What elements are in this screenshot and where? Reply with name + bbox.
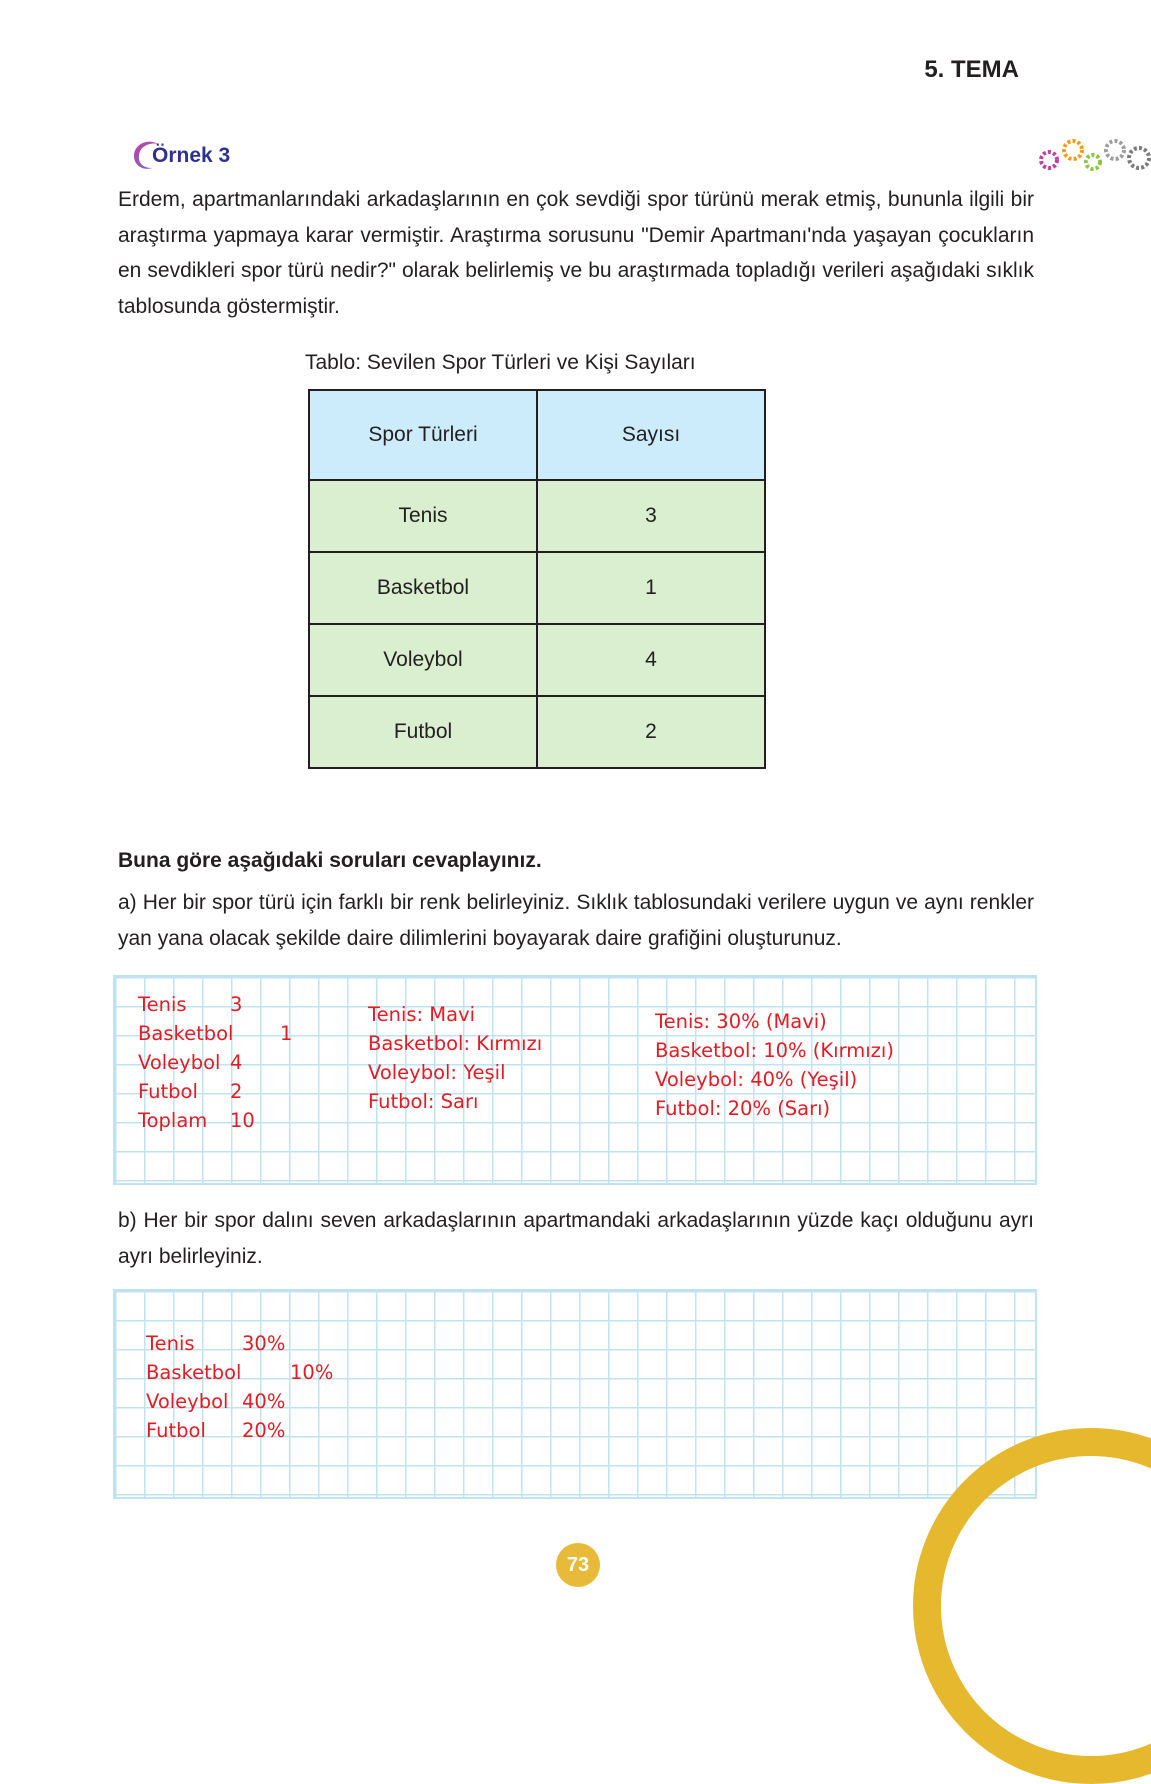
- table-cell: 3: [537, 480, 765, 552]
- example-badge: [130, 136, 242, 176]
- answer-key: Basketbol: [146, 1361, 242, 1384]
- table-cell: Voleybol: [309, 624, 537, 696]
- table-header-cell: Sayısı: [537, 390, 765, 480]
- table-row: [309, 552, 765, 624]
- answer-a-colors: [368, 1000, 542, 1116]
- answer-grid-a: [113, 975, 1037, 1185]
- answer-key: Futbol: [138, 1080, 198, 1103]
- example-label: Örnek 3: [152, 144, 231, 167]
- answer-line: [146, 1329, 286, 1358]
- question-a: a) Her bir spor türü için farklı bir renk belirleyiniz. Sıklık tablosundaki verilere uygun ve aynı renkler yan yana olacak şekilde daire dilimlerini boyayarak daire grafiğini oluşturunuz.: [118, 891, 1034, 950]
- answer-value: 4: [230, 1051, 243, 1074]
- table-cell: Tenis: [309, 480, 537, 552]
- answer-line: [146, 1387, 286, 1416]
- answer-b-percents: [146, 1329, 334, 1445]
- answer-line: [138, 990, 243, 1019]
- answer-key: Voleybol: [146, 1390, 229, 1413]
- answer-value: 2: [230, 1080, 243, 1103]
- answer-line: Voleybol: 40% (Yeşil): [655, 1068, 858, 1091]
- table-row: [309, 696, 765, 768]
- answer-a-counts: [138, 990, 293, 1135]
- gears-icon: [1035, 132, 1151, 184]
- table-header-row: [309, 390, 765, 480]
- answer-value: 40%: [242, 1390, 286, 1413]
- question-b: b) Her bir spor dalını seven arkadaşlarının apartmandaki arkadaşlarının yüzde kaçı olduğunu ayrı ayrı belirleyiniz.: [118, 1209, 1034, 1268]
- intro-paragraph: Erdem, apartmanlarındaki arkadaşlarının en çok sevdiği spor türünü merak etmiş, bununla ilgili bir araştırma yapmaya karar vermiştir. Araştırma sorusunu "Demir Apartmanı'nda yaşayan çocukların en sevdikleri spor türü nedir?" olarak belirlemiş ve bu araştırmada topladığı verileri aşağıdaki sıklık tablosunda göstermiştir.: [118, 188, 1034, 318]
- table-cell: 1: [537, 552, 765, 624]
- answer-line: Tenis: Mavi: [368, 1003, 476, 1026]
- answer-line: [138, 1048, 243, 1077]
- answer-key: Tenis: [138, 993, 187, 1016]
- answer-line: Tenis: 30% (Mavi): [655, 1010, 827, 1033]
- answer-value: 30%: [242, 1332, 286, 1355]
- table-cell: Basketbol: [309, 552, 537, 624]
- answer-value: 1: [280, 1022, 293, 1045]
- answer-key: Tenis: [146, 1332, 195, 1355]
- answer-line: Basketbol: Kırmızı: [368, 1032, 543, 1055]
- table-cell: 2: [537, 696, 765, 768]
- answer-line: [146, 1358, 334, 1387]
- answer-line: [138, 1077, 243, 1106]
- table-row: [309, 624, 765, 696]
- answer-line: Futbol: Sarı: [368, 1090, 479, 1113]
- answer-line: [146, 1416, 286, 1445]
- answer-key: Voleybol: [138, 1051, 221, 1074]
- answer-line: [138, 1106, 255, 1135]
- table-header-cell: Spor Türleri: [309, 390, 537, 480]
- table-cell: Futbol: [309, 696, 537, 768]
- answer-key: Basketbol: [138, 1022, 234, 1045]
- answer-line: Futbol: 20% (Sarı): [655, 1097, 831, 1120]
- table-caption: Tablo: Sevilen Spor Türleri ve Kişi Sayıları: [305, 351, 696, 374]
- theme-title: 5. TEMA: [924, 56, 1019, 83]
- answer-key: Toplam: [138, 1109, 208, 1132]
- answer-value: 10%: [290, 1361, 334, 1384]
- table-row: [309, 480, 765, 552]
- answer-key: Futbol: [146, 1419, 206, 1442]
- frequency-table: [308, 389, 766, 769]
- page-number: 73: [556, 1543, 600, 1587]
- answer-line: [138, 1019, 293, 1048]
- answer-value: 3: [230, 993, 243, 1016]
- answer-value: 10: [230, 1109, 255, 1132]
- questions-title: Buna göre aşağıdaki soruları cevaplayınız.: [118, 849, 542, 872]
- answer-line: Basketbol: 10% (Kırmızı): [655, 1039, 894, 1062]
- answer-a-percents: [655, 1007, 894, 1123]
- answer-line: Voleybol: Yeşil: [368, 1061, 506, 1084]
- answer-value: 20%: [242, 1419, 286, 1442]
- table-cell: 4: [537, 624, 765, 696]
